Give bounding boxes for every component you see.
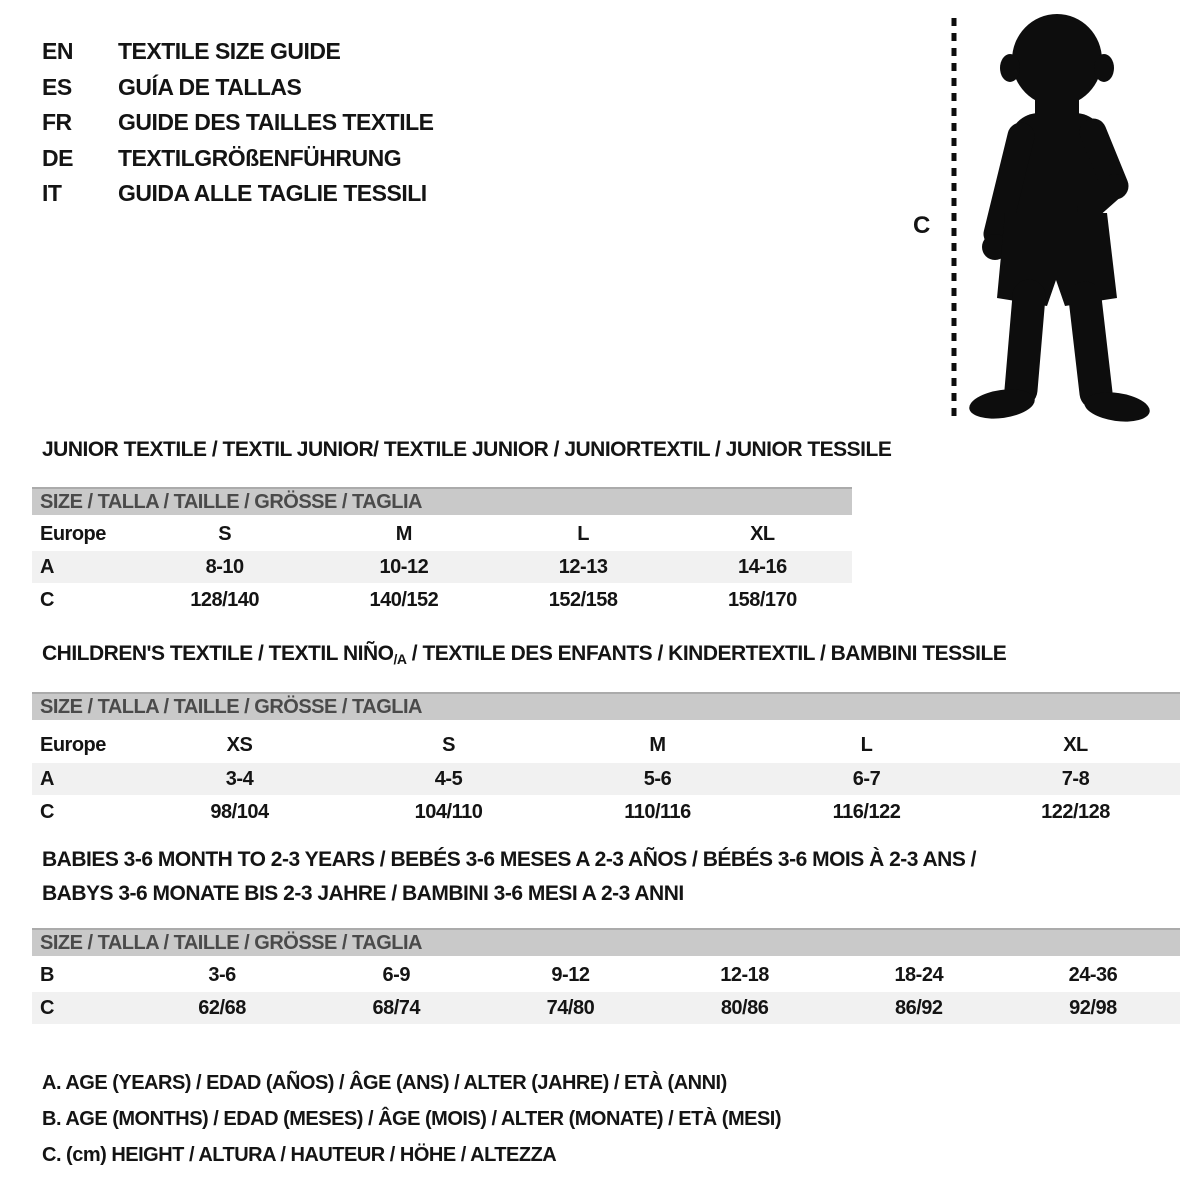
age-value: 12-13	[558, 555, 608, 578]
note-a-age-years: A. AGE (YEARS) / EDAD (AÑOS) / ÂGE (ANS) / ALTER (JAHRE) / ETÀ (ANNI)	[42, 1072, 727, 1094]
guide-title: GUÍA DE TALLAS	[118, 73, 302, 100]
language-code: ES	[42, 73, 72, 100]
row-label: A	[40, 555, 54, 578]
age-value: 3-4	[225, 767, 254, 790]
toddler-body	[967, 14, 1151, 425]
months-value: 6-9	[382, 963, 410, 986]
age-value: 14-16	[738, 555, 787, 578]
height-value: 140/152	[369, 588, 439, 611]
size-column-header: M	[649, 733, 666, 756]
height-value: 92/98	[1069, 996, 1117, 1019]
language-code: FR	[42, 109, 72, 136]
height-value: 86/92	[894, 996, 943, 1019]
height-measure-label: C	[913, 212, 930, 239]
age-value: 8-10	[205, 555, 244, 578]
height-value: 110/116	[624, 800, 691, 823]
guide-title: TEXTILGRÖßENFÜHRUNG	[118, 144, 402, 171]
language-title-list	[42, 34, 434, 212]
height-measure-figure	[905, 8, 1155, 428]
children-title-post: / TEXTILE DES ENFANTS / KINDERTEXTIL / BAMBINI TESSILE	[406, 642, 1007, 665]
height-value: 68/74	[372, 996, 421, 1019]
guide-title: TEXTILE SIZE GUIDE	[118, 38, 341, 65]
language-code: EN	[42, 38, 73, 65]
region-label: Europe	[40, 733, 106, 756]
junior-size-bar: SIZE / TALLA / TAILLE / GRÖSSE / TAGLIA	[32, 487, 852, 515]
row-label: C	[40, 996, 54, 1019]
age-value: 10-12	[379, 555, 429, 578]
language-row-fr	[42, 105, 434, 141]
months-value: 9-12	[551, 963, 590, 986]
babies-height-row	[32, 992, 1180, 1024]
size-column-header: XL	[750, 522, 775, 545]
note-b-age-months: B. AGE (MONTHS) / EDAD (MESES) / ÂGE (MOIS) / ALTER (MONATE) / ETÀ (MESI)	[42, 1108, 782, 1130]
guide-title: GUIDA ALLE TAGLIE TESSILI	[118, 180, 427, 207]
junior-age-row	[32, 551, 852, 583]
height-value: 128/140	[190, 588, 260, 611]
size-column-header: L	[577, 522, 589, 545]
row-label: C	[40, 588, 54, 611]
babies-section-title-line1: BABIES 3-6 MONTH TO 2-3 YEARS / BEBÉS 3-6 MESES A 2-3 AÑOS / BÉBÉS 3-6 MOIS À 2-3 ANS /	[42, 848, 977, 871]
language-code: IT	[42, 180, 62, 207]
babies-size-bar: SIZE / TALLA / TAILLE / GRÖSSE / TAGLIA	[32, 928, 1180, 956]
toddler-silhouette-icon	[905, 8, 1155, 428]
height-value: 116/122	[832, 800, 901, 823]
language-row-en	[42, 34, 434, 70]
size-column-header: L	[860, 733, 873, 756]
size-column-header: XS	[226, 733, 253, 756]
language-row-de	[42, 141, 434, 177]
region-label: Europe	[40, 522, 106, 545]
children-section-title	[42, 642, 1006, 667]
size-column-header: M	[395, 522, 412, 545]
months-value: 12-18	[720, 963, 769, 986]
children-size-bar: SIZE / TALLA / TAILLE / GRÖSSE / TAGLIA	[32, 692, 1180, 720]
months-value: 24-36	[1068, 963, 1118, 986]
children-age-row	[32, 763, 1180, 795]
row-label: C	[40, 800, 54, 823]
age-value: 6-7	[852, 767, 881, 790]
row-label: A	[40, 767, 54, 790]
height-value: 80/86	[720, 996, 769, 1019]
language-code: DE	[42, 144, 73, 171]
height-value: 98/104	[210, 800, 269, 823]
height-value: 104/110	[414, 800, 483, 823]
size-column-header: S	[442, 733, 455, 756]
babies-section-title-line2: BABYS 3-6 MONATE BIS 2-3 JAHRE / BAMBINI 3-6 MESI A 2-3 ANNI	[42, 882, 684, 905]
junior-header-row	[32, 518, 852, 550]
age-value: 5-6	[643, 767, 672, 790]
children-height-row	[32, 796, 1180, 828]
age-value: 4-5	[434, 767, 463, 790]
guide-title: GUIDE DES TAILLES TEXTILE	[118, 109, 434, 136]
height-value: 122/128	[1041, 800, 1110, 823]
height-value: 62/68	[198, 996, 246, 1019]
junior-height-row	[32, 584, 852, 616]
months-value: 3-6	[208, 963, 236, 986]
row-label: B	[40, 963, 54, 986]
language-row-it	[42, 176, 434, 212]
size-column-header: S	[218, 522, 232, 545]
junior-section-title: JUNIOR TEXTILE / TEXTIL JUNIOR/ TEXTILE JUNIOR / JUNIORTEXTIL / JUNIOR TESSILE	[42, 438, 892, 461]
children-title-sub: /A	[393, 651, 407, 667]
height-value: 74/80	[546, 996, 595, 1019]
size-column-header: XL	[1063, 733, 1088, 756]
babies-months-row	[32, 959, 1180, 991]
language-row-es	[42, 70, 434, 106]
children-title-pre: CHILDREN'S TEXTILE / TEXTIL NIÑO	[42, 642, 394, 665]
age-value: 7-8	[1061, 767, 1090, 790]
height-value: 152/158	[548, 588, 618, 611]
note-c-height-cm: C. (cm) HEIGHT / ALTURA / HAUTEUR / HÖHE / ALTEZZA	[42, 1144, 557, 1166]
children-header-row	[32, 729, 1180, 761]
months-value: 18-24	[894, 963, 944, 986]
height-value: 158/170	[727, 588, 797, 611]
